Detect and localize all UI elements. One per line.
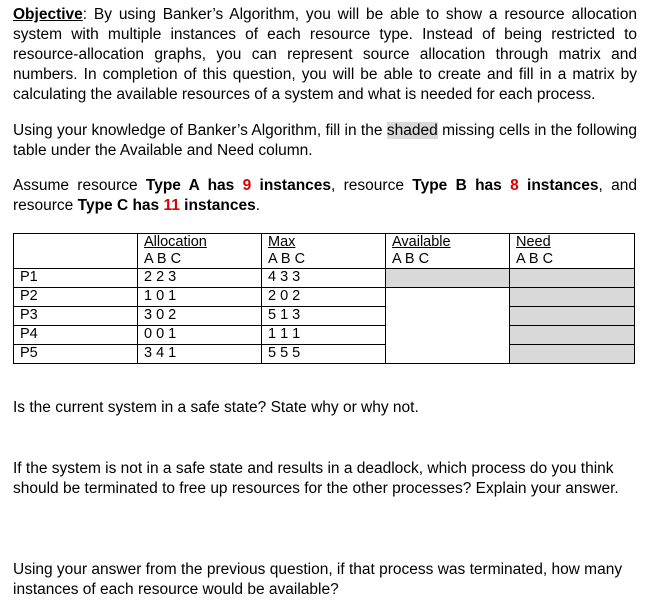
table-row <box>14 269 635 288</box>
question-available-after: Using your answer from the previous question, if that process was terminated, how many instances of each resource would be available? <box>13 561 623 598</box>
type-b-label: Type B has <box>412 177 511 194</box>
table-row <box>14 288 635 307</box>
max-cell: 1 1 1 <box>262 326 386 345</box>
question-safe-state: Is the current system in a safe state? State why or why not. <box>13 399 419 416</box>
allocation-cell: 3 4 1 <box>138 345 262 364</box>
process-cell: P5 <box>14 345 138 364</box>
need-abc: A B C <box>516 251 554 267</box>
process-cell: P3 <box>14 307 138 326</box>
need-input-cell[interactable] <box>510 269 635 288</box>
table-row <box>14 307 635 326</box>
max-cell: 5 5 5 <box>262 345 386 364</box>
allocation-cell: 1 0 1 <box>138 288 262 307</box>
need-input-cell[interactable] <box>510 345 635 364</box>
objective-paragraph <box>13 5 637 105</box>
assumption-paragraph <box>13 176 637 216</box>
allocation-cell: 2 2 3 <box>138 269 262 288</box>
assume-text-3: , and resource <box>13 177 637 214</box>
need-input-cell[interactable] <box>510 307 635 326</box>
process-cell: P1 <box>14 269 138 288</box>
instruction-before: Using your knowledge of Banker’s Algorithm, fill in the <box>13 122 387 139</box>
max-header <box>262 234 386 269</box>
table-row <box>14 326 635 345</box>
type-b-count: 8 <box>510 177 519 194</box>
type-a-instances: instances <box>251 177 332 194</box>
table-row <box>14 345 635 364</box>
type-b-instances: instances <box>518 177 599 194</box>
max-abc: A B C <box>268 251 306 267</box>
allocation-header <box>138 234 262 269</box>
objective-text: : By using Banker’s Algorithm, you will be able to show a resource allocation system with multiple instances of each resource type. Instead of being restricted to resource-allocation graphs, you can represent source allocation through matrix and numbers. In completion of this question, you will be able to create and fill in a matrix by calculating the available resources of a system and what is needed for each process. <box>13 6 637 103</box>
max-cell: 2 0 2 <box>262 288 386 307</box>
assume-text-4: . <box>255 197 260 214</box>
process-cell: P2 <box>14 288 138 307</box>
available-header <box>386 234 510 269</box>
allocation-abc: A B C <box>144 251 182 267</box>
bankers-table <box>13 233 635 364</box>
allocation-cell: 0 0 1 <box>138 326 262 345</box>
type-c-label: Type C has <box>77 197 164 214</box>
type-c-instances: instances <box>179 197 256 214</box>
max-cell: 4 3 3 <box>262 269 386 288</box>
need-header <box>510 234 635 269</box>
instruction-after: missing cells in the following table under the Available and Need column. <box>13 122 637 159</box>
instruction-paragraph <box>13 121 637 161</box>
need-title: Need <box>516 234 551 250</box>
process-cell: P4 <box>14 326 138 345</box>
need-input-cell[interactable] <box>510 326 635 345</box>
max-title: Max <box>268 234 296 250</box>
assume-text-2: , resource <box>331 177 413 194</box>
allocation-title: Allocation <box>144 234 207 250</box>
max-cell: 5 1 3 <box>262 307 386 326</box>
need-input-cell[interactable] <box>510 288 635 307</box>
type-c-count: 11 <box>163 197 180 214</box>
assume-text-1: Assume resource <box>13 177 146 194</box>
type-a-count: 9 <box>242 177 252 194</box>
process-header-cell <box>14 234 138 269</box>
available-blank-cell <box>386 288 510 364</box>
question-deadlock: If the system is not in a safe state and results in a deadlock, which process do you think should be terminated to free up resources for the other processes? Explain your answer. <box>13 460 619 497</box>
allocation-cell: 3 0 2 <box>138 307 262 326</box>
available-abc: A B C <box>392 251 430 267</box>
objective-label: Objective <box>13 6 83 23</box>
type-a-label: Type A has <box>145 177 243 194</box>
shaded-word: shaded <box>386 122 438 139</box>
available-title: Available <box>392 234 451 250</box>
available-input-cell[interactable] <box>386 269 510 288</box>
